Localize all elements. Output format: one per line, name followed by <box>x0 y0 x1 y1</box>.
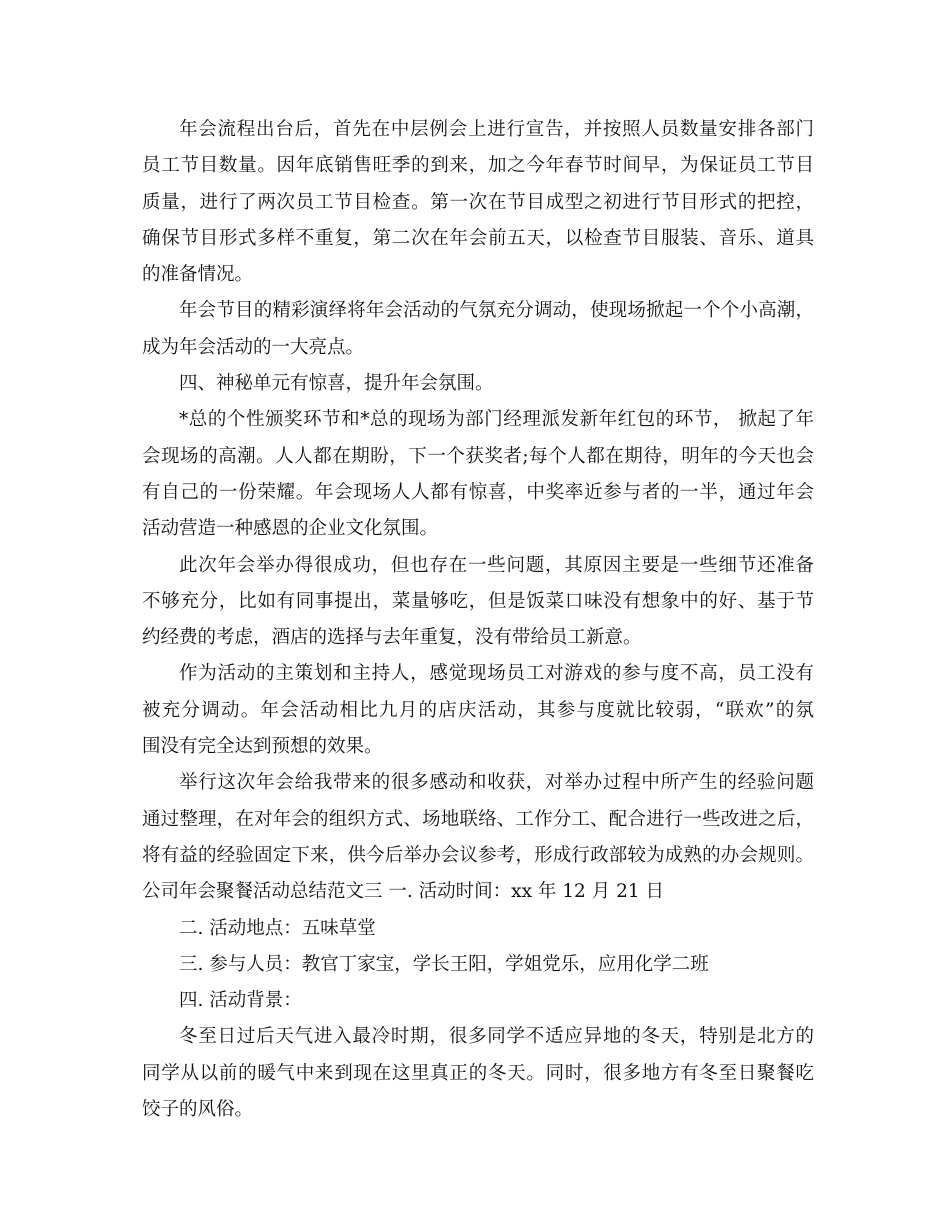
text-line: 此次年会举办得很成功，但也存在一些问题，其原因主要是一些细节还准备 <box>179 554 814 576</box>
text-line: 四、神秘单元有惊喜，提升年会氛围。 <box>179 373 494 395</box>
text-line: 二. 活动地点：五味草堂 <box>179 917 376 939</box>
text-line: 确保节目形式多样不重复，第二次在年会前五天，以检查节目服装、音乐、道具 <box>142 227 814 249</box>
text-line: 活动营造一种感恩的企业文化氛围。 <box>142 518 439 540</box>
document-body <box>142 112 814 1128</box>
text-line: 的准备情况。 <box>142 264 254 286</box>
text-line: 约经费的考虑，酒店的选择与去年重复，没有带给员工新意。 <box>142 627 642 649</box>
text-line: 有自己的一份荣耀。年会现场人人都有惊喜，中奖率近参与者的一半，通过年会 <box>142 481 814 503</box>
text-line: 质量，进行了两次员工节目检查。第一次在节目成型之初进行节目形式的把控， <box>142 191 814 213</box>
text-line: 将有益的经验固定下来，供今后举办会议参考，形成行政部较为成熟的办会规则。 <box>142 844 814 866</box>
text-line: 公司年会聚餐活动总结范文三 一. 活动时间：xx 年 12 月 21 日 <box>142 881 664 903</box>
text-line: 同学从以前的暖气中来到现在这里真正的冬天。同时，很多地方有冬至日聚餐吃 <box>142 1062 814 1084</box>
text-line: *总的个性颁奖环节和*总的现场为部门经理派发新年红包的环节， 掀起了年 <box>179 409 814 431</box>
text-line: 四. 活动背景： <box>179 990 302 1012</box>
text-line: 不够充分，比如有同事提出，菜量够吃，但是饭菜口味没有想象中的好、基于节 <box>142 590 814 612</box>
text-line: 饺子的风俗。 <box>142 1099 254 1121</box>
text-line: 围没有完全达到预想的效果。 <box>142 736 383 758</box>
text-line: 年会流程出台后，首先在中层例会上进行宣告，并按照人员数量安排各部门 <box>179 119 814 140</box>
text-line: 员工节目数量。因年底销售旺季的到来，加之今年春节时间早，为保证员工节目 <box>142 155 814 177</box>
text-line: 举行这次年会给我带来的很多感动和收获，对举办过程中所产生的经验问题 <box>179 772 814 794</box>
text-line: 冬至日过后天气进入最冷时期，很多同学不适应异地的冬天，特别是北方的 <box>179 1026 814 1048</box>
text-line: 通过整理，在对年会的组织方式、场地联络、工作分工、配合进行一些改进之后， <box>142 808 814 830</box>
text-line: 作为活动的主策划和主持人，感觉现场员工对游戏的参与度不高，员工没有 <box>179 663 814 685</box>
text-line: 三. 参与人员：教官丁家宝，学长王阳，学姐党乐，应用化学二班 <box>179 953 709 975</box>
text-line: 年会节目的精彩演绎将年会活动的气氛充分调动，使现场掀起一个个小高潮， <box>179 300 814 322</box>
text-line: 会现场的高潮。人人都在期盼，下一个获奖者;每个人都在期待，明年的今天也会 <box>142 445 814 467</box>
text-line: 被充分调动。年会活动相比九月的店庆活动，其参与度就比较弱，“联欢”的氛 <box>142 699 814 721</box>
text-line: 成为年会活动的一大亮点。 <box>142 336 365 358</box>
